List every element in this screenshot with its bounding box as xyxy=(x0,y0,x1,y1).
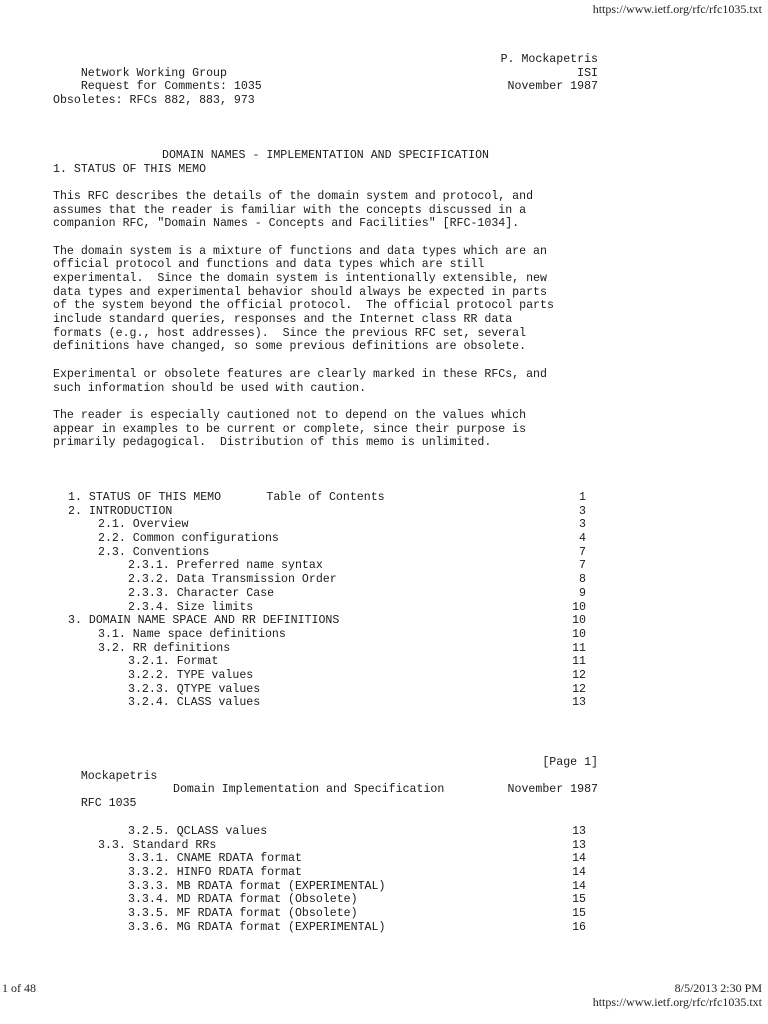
toc-entry-label: 3.3. Standard RRs xyxy=(98,838,217,852)
toc-entry xyxy=(53,839,586,853)
document-title-line xyxy=(53,121,598,162)
toc-entry-page: 3 xyxy=(579,518,586,532)
toc-entry-page: 15 xyxy=(572,907,586,921)
toc-entry-label: 1. STATUS OF THIS MEMO xyxy=(68,491,222,504)
toc-entry-page: 10 xyxy=(572,614,586,628)
toc-entry xyxy=(53,655,586,669)
paragraph xyxy=(53,245,598,355)
page2-header-title: Domain Implementation and Specification xyxy=(173,783,445,796)
toc-entry-page: 14 xyxy=(572,866,586,880)
page2-header-line xyxy=(53,783,598,810)
print-header-url: https://www.ietf.org/rfc/rfc1035.txt xyxy=(592,2,762,16)
toc-entry-label: 2. INTRODUCTION xyxy=(68,504,173,518)
toc-entry xyxy=(53,893,586,907)
toc-entry xyxy=(53,505,586,519)
toc-entry-label: 3.1. Name space definitions xyxy=(98,627,286,641)
toc-entry xyxy=(53,683,586,697)
toc-entry xyxy=(53,532,586,546)
toc-entry-label: 2.3.4. Size limits xyxy=(128,600,254,614)
toc-entry xyxy=(53,614,586,628)
toc-entry-label: 2.2. Common configurations xyxy=(98,532,279,546)
text-line: formats (e.g., host addresses). Since the previous RFC set, several xyxy=(53,326,527,340)
paragraph xyxy=(53,190,598,231)
text-line: official protocol and functions and data types which are still xyxy=(53,258,485,272)
text-line: Experimental or obsolete features are clearly marked in these RFCs, and xyxy=(53,367,547,381)
toc-entry-label: 3.3.1. CNAME RDATA format xyxy=(128,852,302,866)
toc-entry-page: 13 xyxy=(572,838,586,852)
toc-entry xyxy=(53,587,586,601)
toc-entry-label: 3.2.5. QCLASS values xyxy=(128,825,268,838)
toc-entry xyxy=(53,491,586,505)
toc-entry-label: 2.1. Overview xyxy=(98,518,189,532)
text-line: include standard queries, responses and the Internet class RR data xyxy=(53,313,513,327)
toc-entry xyxy=(53,866,586,880)
toc-entry xyxy=(53,518,586,532)
toc-entry-label: 3.2.1. Format xyxy=(128,655,219,669)
toc-entry xyxy=(53,601,586,615)
toc-entry xyxy=(53,573,586,587)
toc-entry-page: 11 xyxy=(572,641,586,655)
toc-entry-label: 3.3.5. MF RDATA format (Obsolete) xyxy=(128,907,358,921)
toc-entry-label: 3.2.2. TYPE values xyxy=(128,668,254,682)
toc-entry-page: 14 xyxy=(572,852,586,866)
header-organization: ISI xyxy=(577,66,598,80)
text-line: definitions have changed, so some previous definitions are obsolete. xyxy=(53,340,527,354)
toc-entry-page: 7 xyxy=(579,559,586,573)
page2-header-date: November 1987 xyxy=(507,783,598,796)
toc-entry xyxy=(53,825,586,839)
toc-entry-page: 13 xyxy=(572,825,586,838)
toc-title: Table of Contents xyxy=(266,491,385,505)
toc-entry xyxy=(53,921,586,935)
text-line: data types and experimental behavior should always be expected in parts xyxy=(53,285,547,299)
toc-entry xyxy=(53,669,586,683)
header-rfc-number: Request for Comments: 1035 xyxy=(80,80,262,94)
toc-entry-page: 1 xyxy=(579,491,586,504)
toc-entry-page: 3 xyxy=(579,504,586,518)
text-line: experimental. Since the domain system is intentionally extensible, new xyxy=(53,272,547,285)
header-working-group: Network Working Group xyxy=(80,66,227,80)
toc-entry-label: 3.3.2. HINFO RDATA format xyxy=(128,866,302,880)
page-footer-author: Mockapetris xyxy=(80,769,158,783)
toc-entry-page: 12 xyxy=(572,682,586,696)
toc-entry-label: 3.3.6. MG RDATA format (EXPERIMENTAL) xyxy=(128,920,386,934)
table-of-contents xyxy=(53,491,598,710)
toc-entry-label: 3. DOMAIN NAME SPACE AND RR DEFINITIONS xyxy=(68,614,340,628)
toc-entry xyxy=(53,852,586,866)
print-footer-page-count: 1 of 48 xyxy=(2,981,36,995)
section-heading: 1. STATUS OF THIS MEMO xyxy=(53,162,207,176)
rfc-page-footer xyxy=(53,756,598,783)
header-obsoletes: Obsoletes: RFCs 882, 883, 973 xyxy=(53,94,255,108)
toc-entry-label: 2.3.1. Preferred name syntax xyxy=(128,559,323,573)
toc-entry-label: 3.2.4. CLASS values xyxy=(128,696,261,710)
header-line-3 xyxy=(53,80,598,94)
header-author: P. Mockapetris xyxy=(500,53,598,66)
toc-entry xyxy=(53,907,586,921)
toc-entry xyxy=(53,696,586,710)
toc-entry xyxy=(53,559,586,573)
toc-entry-page: 10 xyxy=(572,600,586,614)
toc-entry-page: 13 xyxy=(572,696,586,710)
page2-header-rfc: RFC 1035 xyxy=(80,796,137,810)
text-line: assumes that the reader is familiar with the concepts discussed in a xyxy=(53,203,527,217)
toc-entry-label: 2.3.3. Character Case xyxy=(128,586,275,600)
toc-entry-page: 7 xyxy=(579,545,586,559)
toc-entry-page: 16 xyxy=(572,920,586,934)
paragraph xyxy=(53,409,598,450)
text-line: appear in examples to be current or complete, since their purpose is xyxy=(53,422,527,436)
toc-entry-page: 15 xyxy=(572,893,586,907)
toc-entry xyxy=(53,642,586,656)
rfc-page-2-body xyxy=(53,825,598,935)
print-footer-datetime: 8/5/2013 2:30 PM xyxy=(674,981,762,995)
toc-entry xyxy=(53,546,586,560)
text-line: The domain system is a mixture of functions and data types which are an xyxy=(53,244,547,258)
toc-entry-label: 2.3.2. Data Transmission Order xyxy=(128,573,337,587)
toc-entry-label: 3.3.3. MB RDATA format (EXPERIMENTAL) xyxy=(128,879,386,893)
rfc-page-1 xyxy=(53,53,598,710)
toc-entry-label: 2.3. Conventions xyxy=(98,545,210,559)
toc-entry-page: 12 xyxy=(572,668,586,682)
text-line: of the system beyond the official protocol. The official protocol parts xyxy=(53,299,554,313)
toc-entry-label: 3.2.3. QTYPE values xyxy=(128,682,261,696)
toc-entry-label: 3.3.4. MD RDATA format (Obsolete) xyxy=(128,893,358,907)
toc-entry-page: 4 xyxy=(579,532,586,546)
rfc-page-2-header xyxy=(53,783,598,810)
text-line: companion RFC, "Domain Names - Concepts and Facilities" [RFC-1034]. xyxy=(53,217,520,231)
print-footer-info xyxy=(593,981,762,1009)
toc-entry-page: 9 xyxy=(579,586,586,600)
toc-entry-page: 10 xyxy=(572,627,586,641)
paragraph xyxy=(53,368,598,395)
toc-entry-page: 14 xyxy=(572,879,586,893)
toc-entry-page: 8 xyxy=(579,573,586,587)
toc-entry-page: 11 xyxy=(572,655,586,669)
document-title: DOMAIN NAMES - IMPLEMENTATION AND SPECIFICATION xyxy=(162,148,489,162)
toc-entry xyxy=(53,628,586,642)
table-of-contents-continued xyxy=(53,825,598,935)
text-line: The reader is especially cautioned not to depend on the values which xyxy=(53,408,527,422)
text-line: This RFC describes the details of the domain system and protocol, and xyxy=(53,189,534,203)
page-footer-line xyxy=(53,756,598,783)
page-footer-number: [Page 1] xyxy=(542,756,598,769)
header-date: November 1987 xyxy=(507,80,598,94)
toc-entry xyxy=(53,880,586,894)
text-line: such information should be used with caution. xyxy=(53,381,367,395)
text-line: primarily pedagogical. Distribution of this memo is unlimited. xyxy=(53,436,492,450)
toc-entry-label: 3.2. RR definitions xyxy=(98,641,231,655)
print-footer-url: https://www.ietf.org/rfc/rfc1035.txt xyxy=(592,995,762,1009)
